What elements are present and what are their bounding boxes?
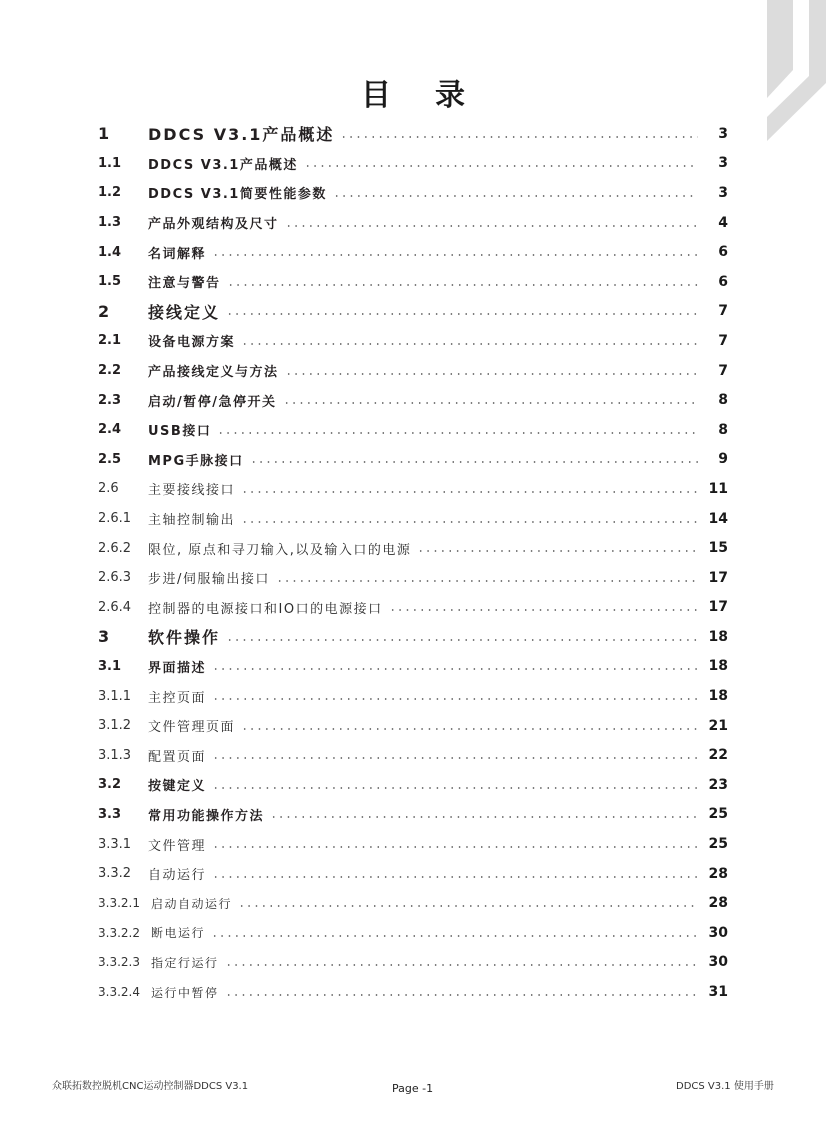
toc-entry-number: 2.6.1 bbox=[98, 511, 132, 527]
toc-entry[interactable] bbox=[98, 859, 728, 889]
page-title: 目录 bbox=[361, 78, 509, 113]
toc-leader-dots bbox=[285, 373, 698, 375]
toc-entry-label: MPG手脉接口 bbox=[148, 450, 248, 469]
toc-entry[interactable] bbox=[98, 622, 728, 652]
toc-entry-label: 界面描述 bbox=[148, 657, 210, 676]
toc-entry-number: 3.1 bbox=[98, 658, 122, 674]
toc-entry[interactable] bbox=[98, 563, 728, 593]
toc-entry-label: DDCS V3.1简要性能参数 bbox=[148, 183, 331, 202]
toc-entry-page: 7 bbox=[718, 332, 728, 349]
toc-leader-dots bbox=[285, 225, 698, 227]
toc-entry-page: 15 bbox=[708, 540, 728, 557]
toc-entry-page: 30 bbox=[708, 954, 728, 971]
toc-entry-page: 17 bbox=[708, 569, 728, 586]
toc-leader-dots bbox=[211, 935, 698, 937]
footer-manual-title: DDCS V3.1 使用手册 bbox=[676, 1081, 774, 1092]
toc-entry-label: 按键定义 bbox=[148, 775, 210, 794]
toc-entry-page: 25 bbox=[708, 836, 728, 853]
toc-entry-number: 1.2 bbox=[98, 185, 122, 201]
toc-leader-dots bbox=[227, 284, 698, 286]
toc-entry-page: 3 bbox=[718, 184, 728, 201]
toc-entry-number: 2.6.4 bbox=[98, 599, 132, 615]
toc-entry-number: 3 bbox=[98, 627, 110, 647]
toc-leader-dots bbox=[340, 136, 698, 138]
toc-entry-number: 1.1 bbox=[98, 155, 122, 171]
toc-entry[interactable] bbox=[98, 829, 728, 859]
toc-leader-dots bbox=[250, 461, 698, 463]
toc-leader-dots bbox=[226, 313, 698, 315]
toc-leader-dots bbox=[217, 432, 698, 434]
toc-entry-number: 1 bbox=[98, 124, 110, 144]
toc-entry-number: 2.5 bbox=[98, 451, 122, 467]
toc-entry-page: 18 bbox=[708, 658, 728, 675]
toc-entry-number: 3.1.3 bbox=[98, 747, 132, 763]
toc-entry[interactable] bbox=[98, 208, 728, 238]
toc-entry-label: 指定行运行 bbox=[151, 954, 223, 971]
toc-entry-number: 1.4 bbox=[98, 244, 122, 260]
toc-entry-label: 名词解释 bbox=[148, 243, 210, 262]
toc-leader-dots bbox=[225, 994, 698, 996]
toc-entry-number: 2.1 bbox=[98, 333, 122, 349]
toc-entry[interactable] bbox=[98, 415, 728, 445]
toc-leader-dots bbox=[389, 609, 698, 611]
toc-entry[interactable] bbox=[98, 652, 728, 682]
toc-leader-dots bbox=[238, 905, 698, 907]
toc-entry-number: 2.2 bbox=[98, 363, 122, 379]
toc-entry[interactable] bbox=[98, 267, 728, 297]
toc-entry-page: 17 bbox=[708, 599, 728, 616]
toc-leader-dots bbox=[241, 521, 698, 523]
toc-leader-dots bbox=[225, 964, 698, 966]
toc-entry-label: DDCS V3.1产品概述 bbox=[148, 154, 302, 173]
toc-entry-page: 7 bbox=[718, 362, 728, 379]
toc-entry[interactable] bbox=[98, 593, 728, 623]
toc-entry-page: 8 bbox=[718, 392, 728, 409]
toc-entry-label: 配置页面 bbox=[148, 746, 210, 765]
toc-entry[interactable] bbox=[98, 948, 728, 978]
toc-entry-page: 30 bbox=[708, 924, 728, 941]
toc-leader-dots bbox=[212, 668, 698, 670]
toc-leader-dots bbox=[304, 165, 698, 167]
toc-leader-dots bbox=[241, 728, 698, 730]
table-of-contents bbox=[98, 119, 728, 1007]
toc-entry[interactable] bbox=[98, 681, 728, 711]
toc-entry-number: 2.6.3 bbox=[98, 570, 132, 586]
toc-entry-page: 21 bbox=[708, 717, 728, 734]
toc-entry[interactable] bbox=[98, 149, 728, 179]
toc-leader-dots bbox=[212, 254, 698, 256]
toc-entry[interactable] bbox=[98, 237, 728, 267]
toc-entry-label: 产品外观结构及尺寸 bbox=[148, 213, 283, 232]
toc-entry-label: 产品接线定义与方法 bbox=[148, 361, 283, 380]
toc-entry-number: 2 bbox=[98, 301, 110, 321]
toc-entry-number: 3.2 bbox=[98, 777, 122, 793]
toc-entry[interactable] bbox=[98, 888, 728, 918]
toc-entry-label: 控制器的电源接口和IO口的电源接口 bbox=[148, 598, 387, 617]
toc-entry-page: 8 bbox=[718, 421, 728, 438]
toc-entry[interactable] bbox=[98, 356, 728, 386]
toc-entry-page: 31 bbox=[708, 984, 728, 1001]
toc-entry-number: 2.6.2 bbox=[98, 540, 132, 556]
toc-entry-number: 3.1.2 bbox=[98, 718, 132, 734]
toc-entry-page: 4 bbox=[718, 214, 728, 231]
toc-entry-label: 自动运行 bbox=[148, 864, 210, 883]
toc-entry-page: 11 bbox=[708, 480, 728, 497]
toc-entry-number: 3.3.2.2 bbox=[98, 925, 140, 940]
toc-leader-dots bbox=[212, 757, 698, 759]
toc-entry-label: 软件操作 bbox=[148, 625, 224, 648]
toc-entry-page: 28 bbox=[708, 865, 728, 882]
toc-entry-number: 3.1.1 bbox=[98, 688, 132, 704]
toc-entry-label: 步进/伺服输出接口 bbox=[148, 568, 274, 587]
toc-entry[interactable] bbox=[98, 119, 728, 149]
toc-entry[interactable] bbox=[98, 385, 728, 415]
toc-entry[interactable] bbox=[98, 800, 728, 830]
toc-entry-page: 23 bbox=[708, 776, 728, 793]
toc-entry[interactable] bbox=[98, 533, 728, 563]
toc-entry[interactable] bbox=[98, 770, 728, 800]
toc-entry[interactable] bbox=[98, 326, 728, 356]
toc-entry-page: 3 bbox=[718, 155, 728, 172]
toc-entry-page: 22 bbox=[708, 747, 728, 764]
toc-leader-dots bbox=[417, 550, 698, 552]
toc-entry[interactable] bbox=[98, 918, 728, 948]
toc-entry-label: 主要接线接口 bbox=[148, 479, 239, 498]
toc-entry[interactable] bbox=[98, 740, 728, 770]
toc-entry-number: 2.6 bbox=[98, 481, 119, 497]
toc-entry-label: 主控页面 bbox=[148, 687, 210, 706]
toc-leader-dots bbox=[212, 876, 698, 878]
toc-leader-dots bbox=[226, 639, 698, 641]
toc-entry[interactable] bbox=[98, 178, 728, 208]
toc-entry-label: 常用功能操作方法 bbox=[148, 805, 268, 824]
toc-entry-label: 启动自动运行 bbox=[151, 895, 236, 912]
toc-leader-dots bbox=[241, 491, 698, 493]
toc-leader-dots bbox=[212, 698, 698, 700]
toc-entry-label: 断电运行 bbox=[151, 924, 209, 941]
toc-entry-label: 设备电源方案 bbox=[148, 331, 239, 350]
toc-entry[interactable] bbox=[98, 297, 728, 327]
toc-entry-page: 25 bbox=[708, 806, 728, 823]
toc-entry[interactable] bbox=[98, 474, 728, 504]
toc-entry-number: 3.3.2 bbox=[98, 866, 132, 882]
toc-entry-number: 3.3 bbox=[98, 806, 122, 822]
toc-entry-number: 3.3.1 bbox=[98, 836, 132, 852]
toc-entry-label: 文件管理 bbox=[148, 835, 210, 854]
toc-entry-number: 3.3.2.4 bbox=[98, 985, 140, 1000]
toc-entry-label: 限位, 原点和寻刀输入,以及输入口的电源 bbox=[148, 539, 415, 558]
toc-entry-number: 2.3 bbox=[98, 392, 122, 408]
toc-entry-page: 14 bbox=[708, 510, 728, 527]
toc-entry-number: 1.5 bbox=[98, 274, 122, 290]
toc-entry-label: 注意与警告 bbox=[148, 272, 225, 291]
toc-leader-dots bbox=[270, 816, 698, 818]
toc-entry-page: 28 bbox=[708, 895, 728, 912]
toc-leader-dots bbox=[241, 343, 698, 345]
toc-entry-page: 6 bbox=[718, 244, 728, 261]
footer-page-number: Page -1 bbox=[392, 1082, 434, 1095]
toc-entry-number: 1.3 bbox=[98, 215, 122, 231]
toc-entry-label: DDCS V3.1产品概述 bbox=[148, 122, 338, 145]
toc-entry-page: 7 bbox=[718, 303, 728, 320]
toc-entry-number: 3.3.2.1 bbox=[98, 896, 140, 911]
toc-entry-label: USB接口 bbox=[148, 420, 215, 439]
toc-entry-number: 2.4 bbox=[98, 422, 122, 438]
toc-leader-dots bbox=[333, 195, 698, 197]
toc-entry-number: 3.3.2.3 bbox=[98, 955, 140, 970]
toc-entry-label: 主轴控制输出 bbox=[148, 509, 239, 528]
toc-entry-label: 运行中暂停 bbox=[151, 984, 223, 1001]
toc-entry-label: 文件管理页面 bbox=[148, 716, 239, 735]
toc-leader-dots bbox=[212, 846, 698, 848]
toc-entry[interactable] bbox=[98, 445, 728, 475]
toc-leader-dots bbox=[212, 787, 698, 789]
toc-entry-label: 启动/暂停/急停开关 bbox=[148, 391, 281, 410]
toc-entry-page: 18 bbox=[708, 628, 728, 645]
toc-entry-page: 18 bbox=[708, 688, 728, 705]
toc-entry-label: 接线定义 bbox=[148, 300, 224, 323]
toc-leader-dots bbox=[276, 580, 698, 582]
toc-entry-page: 3 bbox=[718, 125, 728, 142]
footer-product-name: 众联拓数控脱机CNC运动控制器DDCS V3.1 bbox=[52, 1081, 249, 1092]
toc-leader-dots bbox=[283, 402, 698, 404]
toc-entry[interactable] bbox=[98, 977, 728, 1007]
toc-entry-page: 9 bbox=[718, 451, 728, 468]
toc-entry[interactable] bbox=[98, 504, 728, 534]
toc-entry-page: 6 bbox=[718, 273, 728, 290]
toc-entry[interactable] bbox=[98, 711, 728, 741]
